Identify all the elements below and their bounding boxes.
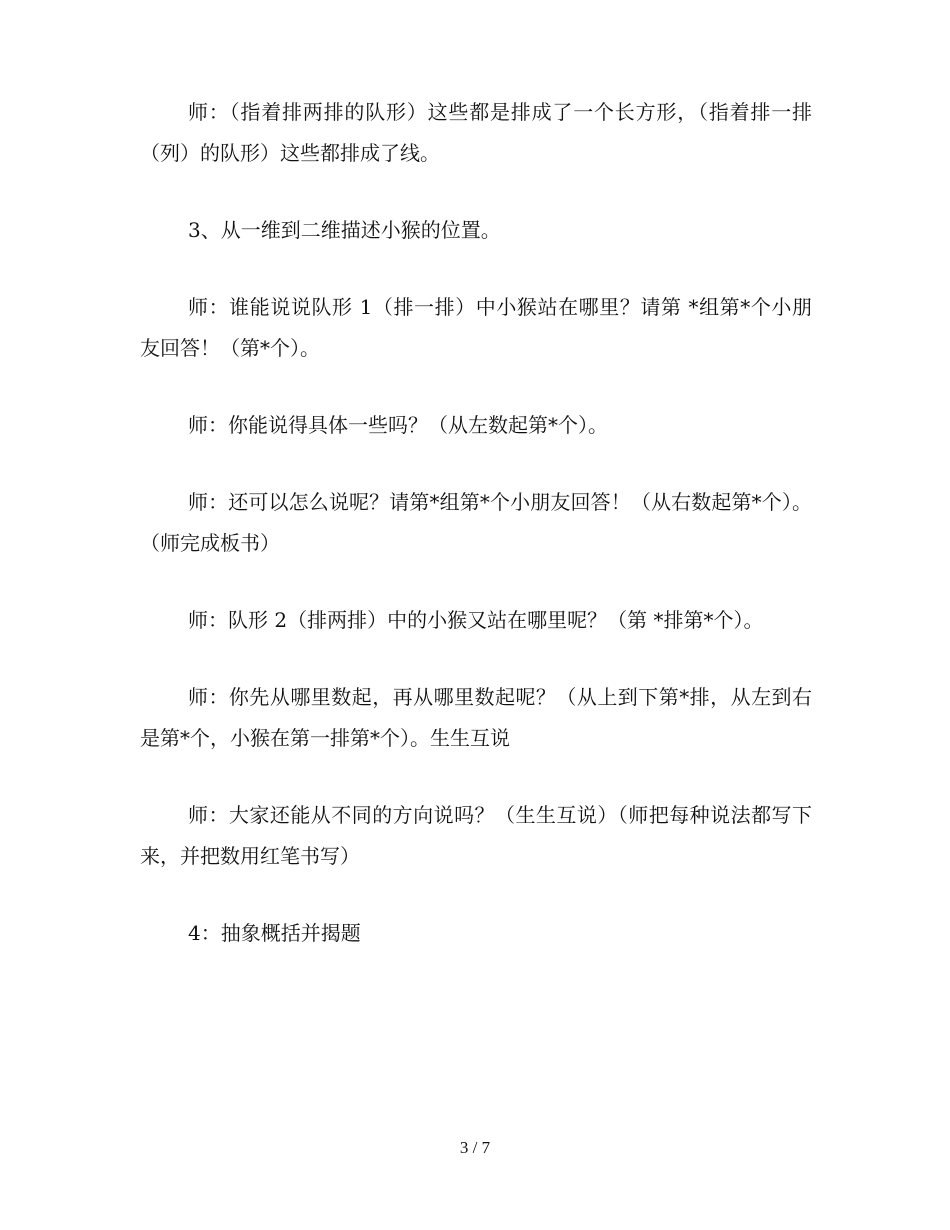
- paragraph-teacher-shapes: 师：（指着排两排的队形）这些都是排成了一个长方形，（指着排一排（列）的队形）这些都排成了线。: [140, 100, 812, 165]
- paragraph-teacher-counting-order: 师：你先从哪里数起，再从哪里数起呢？（从上到下第*排，从左到右是第*个，小猴在第一排第*个）。生生互说: [140, 685, 812, 750]
- document-body: [140, 92, 812, 990]
- paragraph-teacher-formation-1: 师：谁能说说队形 1（排一排）中小猴站在哪里？请第 *组第*个小朋友回答！（第*个）。: [140, 295, 812, 360]
- paragraph-teacher-directions: 师：大家还能从不同的方向说吗？（生生互说）（师把每种说法都写下来，并把数用红笔书写）: [140, 803, 812, 868]
- paragraph-teacher-other-way: 师：还可以怎么说呢？请第*组第*个小朋友回答！（从右数起第*个）。（师完成板书）: [140, 490, 812, 555]
- paragraph-heading-step-4: 4：抽象概括并揭题: [188, 921, 361, 945]
- page-number: 3 / 7: [459, 1138, 491, 1157]
- paragraph-teacher-formation-2: 师：队形 2（排两排）中的小猴又站在哪里呢？（第 *排第*个）。: [188, 608, 764, 632]
- paragraph-heading-step-3: 3、从一维到二维描述小猴的位置。: [188, 218, 501, 242]
- paragraph-teacher-specific: 师：你能说得具体一些吗？（从左数起第*个）。: [188, 413, 608, 437]
